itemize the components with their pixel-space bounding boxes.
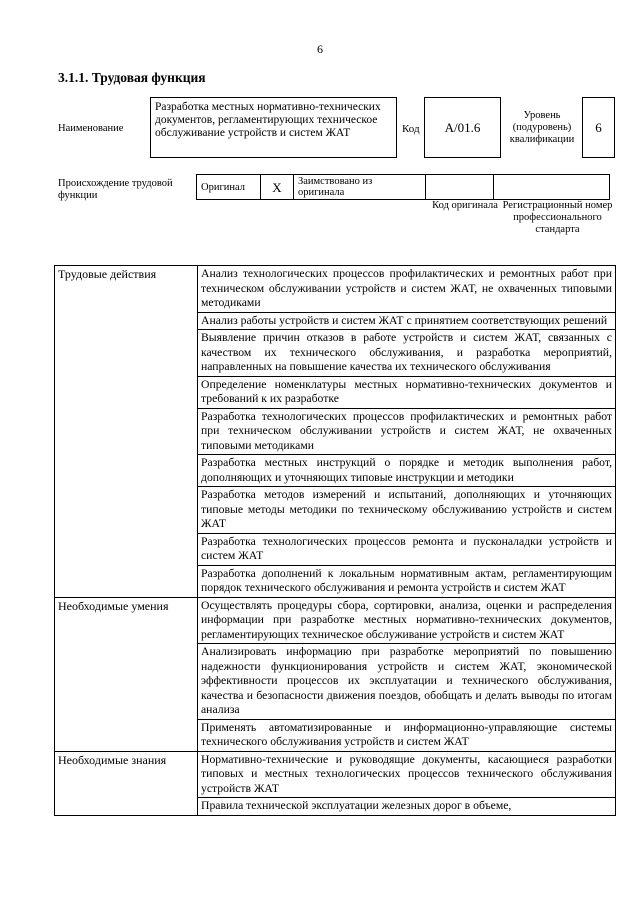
- labor-action-item: Разработка методов измерений и испытаний, дополняющих и уточняющих типовые методы методики по техническому обслуживанию устройств и систем ЖАТ: [198, 487, 616, 534]
- borrowed-label: Заимствовано из оригинала: [294, 175, 426, 200]
- labor-action-item: Выявление причин отказов в работе устройств и систем ЖАТ, связанных с качеством их технического обслуживания, и разработка мероприятий, направленных на повышение качества их технического обслуживания: [198, 330, 616, 377]
- original-code-cell: [426, 175, 494, 200]
- labor-action-item: Разработка технологических процессов ремонта и пусконаладки устройств и систем ЖАТ: [198, 533, 616, 565]
- original-code-caption: Код оригинала: [432, 200, 498, 211]
- page-number: 6: [317, 42, 323, 56]
- function-name-box: Разработка местных нормативно-технических документов, регламентирующих техническое обслуживание устройств и систем ЖАТ: [150, 97, 397, 158]
- original-mark: X: [261, 175, 294, 200]
- labor-action-item: Разработка технологических процессов профилактических и ремонтных работ при техническом обслуживании устройств и систем ЖАТ, не охваченных типовыми методиками: [198, 408, 616, 455]
- labor-action-item: Определение номенклатуры местных нормативно-технических документов и требований к их разработке: [198, 376, 616, 408]
- registration-number-caption: Регистрационный номер профессионального стандарта: [502, 200, 613, 235]
- origin-label: Происхождение трудовой функции: [58, 178, 173, 201]
- section-heading: 3.1.1. Трудовая функция: [58, 70, 206, 85]
- required-skill-item: Анализировать информацию при разработке мероприятий по повышению надежности функционирования устройств и систем ЖАТ, экономической эффективности процессов их эксплуатации и технического обслуживания, качества и безопасности движения поездов, обобщать и делать выводы по итогам анализа: [198, 644, 616, 720]
- function-code-box: А/01.6: [424, 97, 501, 158]
- required-knowledge-item: Правила технической эксплуатации железных дорог в объеме,: [198, 798, 616, 816]
- name-label: Наименование: [58, 123, 124, 134]
- labor-action-item: Разработка местных инструкций о порядке и методик выполнения работ, дополняющих и уточняющих типовые инструкции и методики: [198, 455, 616, 487]
- original-label: Оригинал: [197, 175, 261, 200]
- required-skill-item: Осуществлять процедуры сбора, сортировки, анализа, оценки и распределения информации при разработке местных нормативно-технических документов, регламентирующих техническое обслуживание устройств и систем ЖАТ: [198, 597, 616, 644]
- origin-table: [196, 174, 610, 200]
- code-label: Код: [402, 123, 420, 135]
- required-knowledge-item: Нормативно-технические и руководящие документы, касающиеся разработки типовых и местных технологических процессов технического обслуживания устройств ЖАТ: [198, 751, 616, 798]
- qualification-level-label: Уровень (подуровень) квалификации: [509, 110, 575, 145]
- qualification-level-box: 6: [582, 97, 615, 158]
- function-details-table: [54, 265, 616, 816]
- required-skills-title: Необходимые умения: [55, 597, 198, 751]
- labor-actions-title: Трудовые действия: [55, 266, 198, 598]
- registration-number-cell: [494, 175, 610, 200]
- labor-action-item: Анализ технологических процессов профилактических и ремонтных работ при техническом обслуживании устройств и систем ЖАТ, не охваченных типовыми методиками: [198, 266, 616, 313]
- required-skill-item: Применять автоматизированные и информационно-управляющие системы технического обслуживания устройств и систем ЖАТ: [198, 719, 616, 751]
- labor-action-item: Анализ работы устройств и систем ЖАТ с принятием соответствующих решений: [198, 312, 616, 330]
- required-knowledge-title: Необходимые знания: [55, 751, 198, 815]
- labor-action-item: Разработка дополнений к локальным нормативным актам, регламентирующим порядок технического обслуживания и ремонта устройств и систем ЖАТ: [198, 565, 616, 597]
